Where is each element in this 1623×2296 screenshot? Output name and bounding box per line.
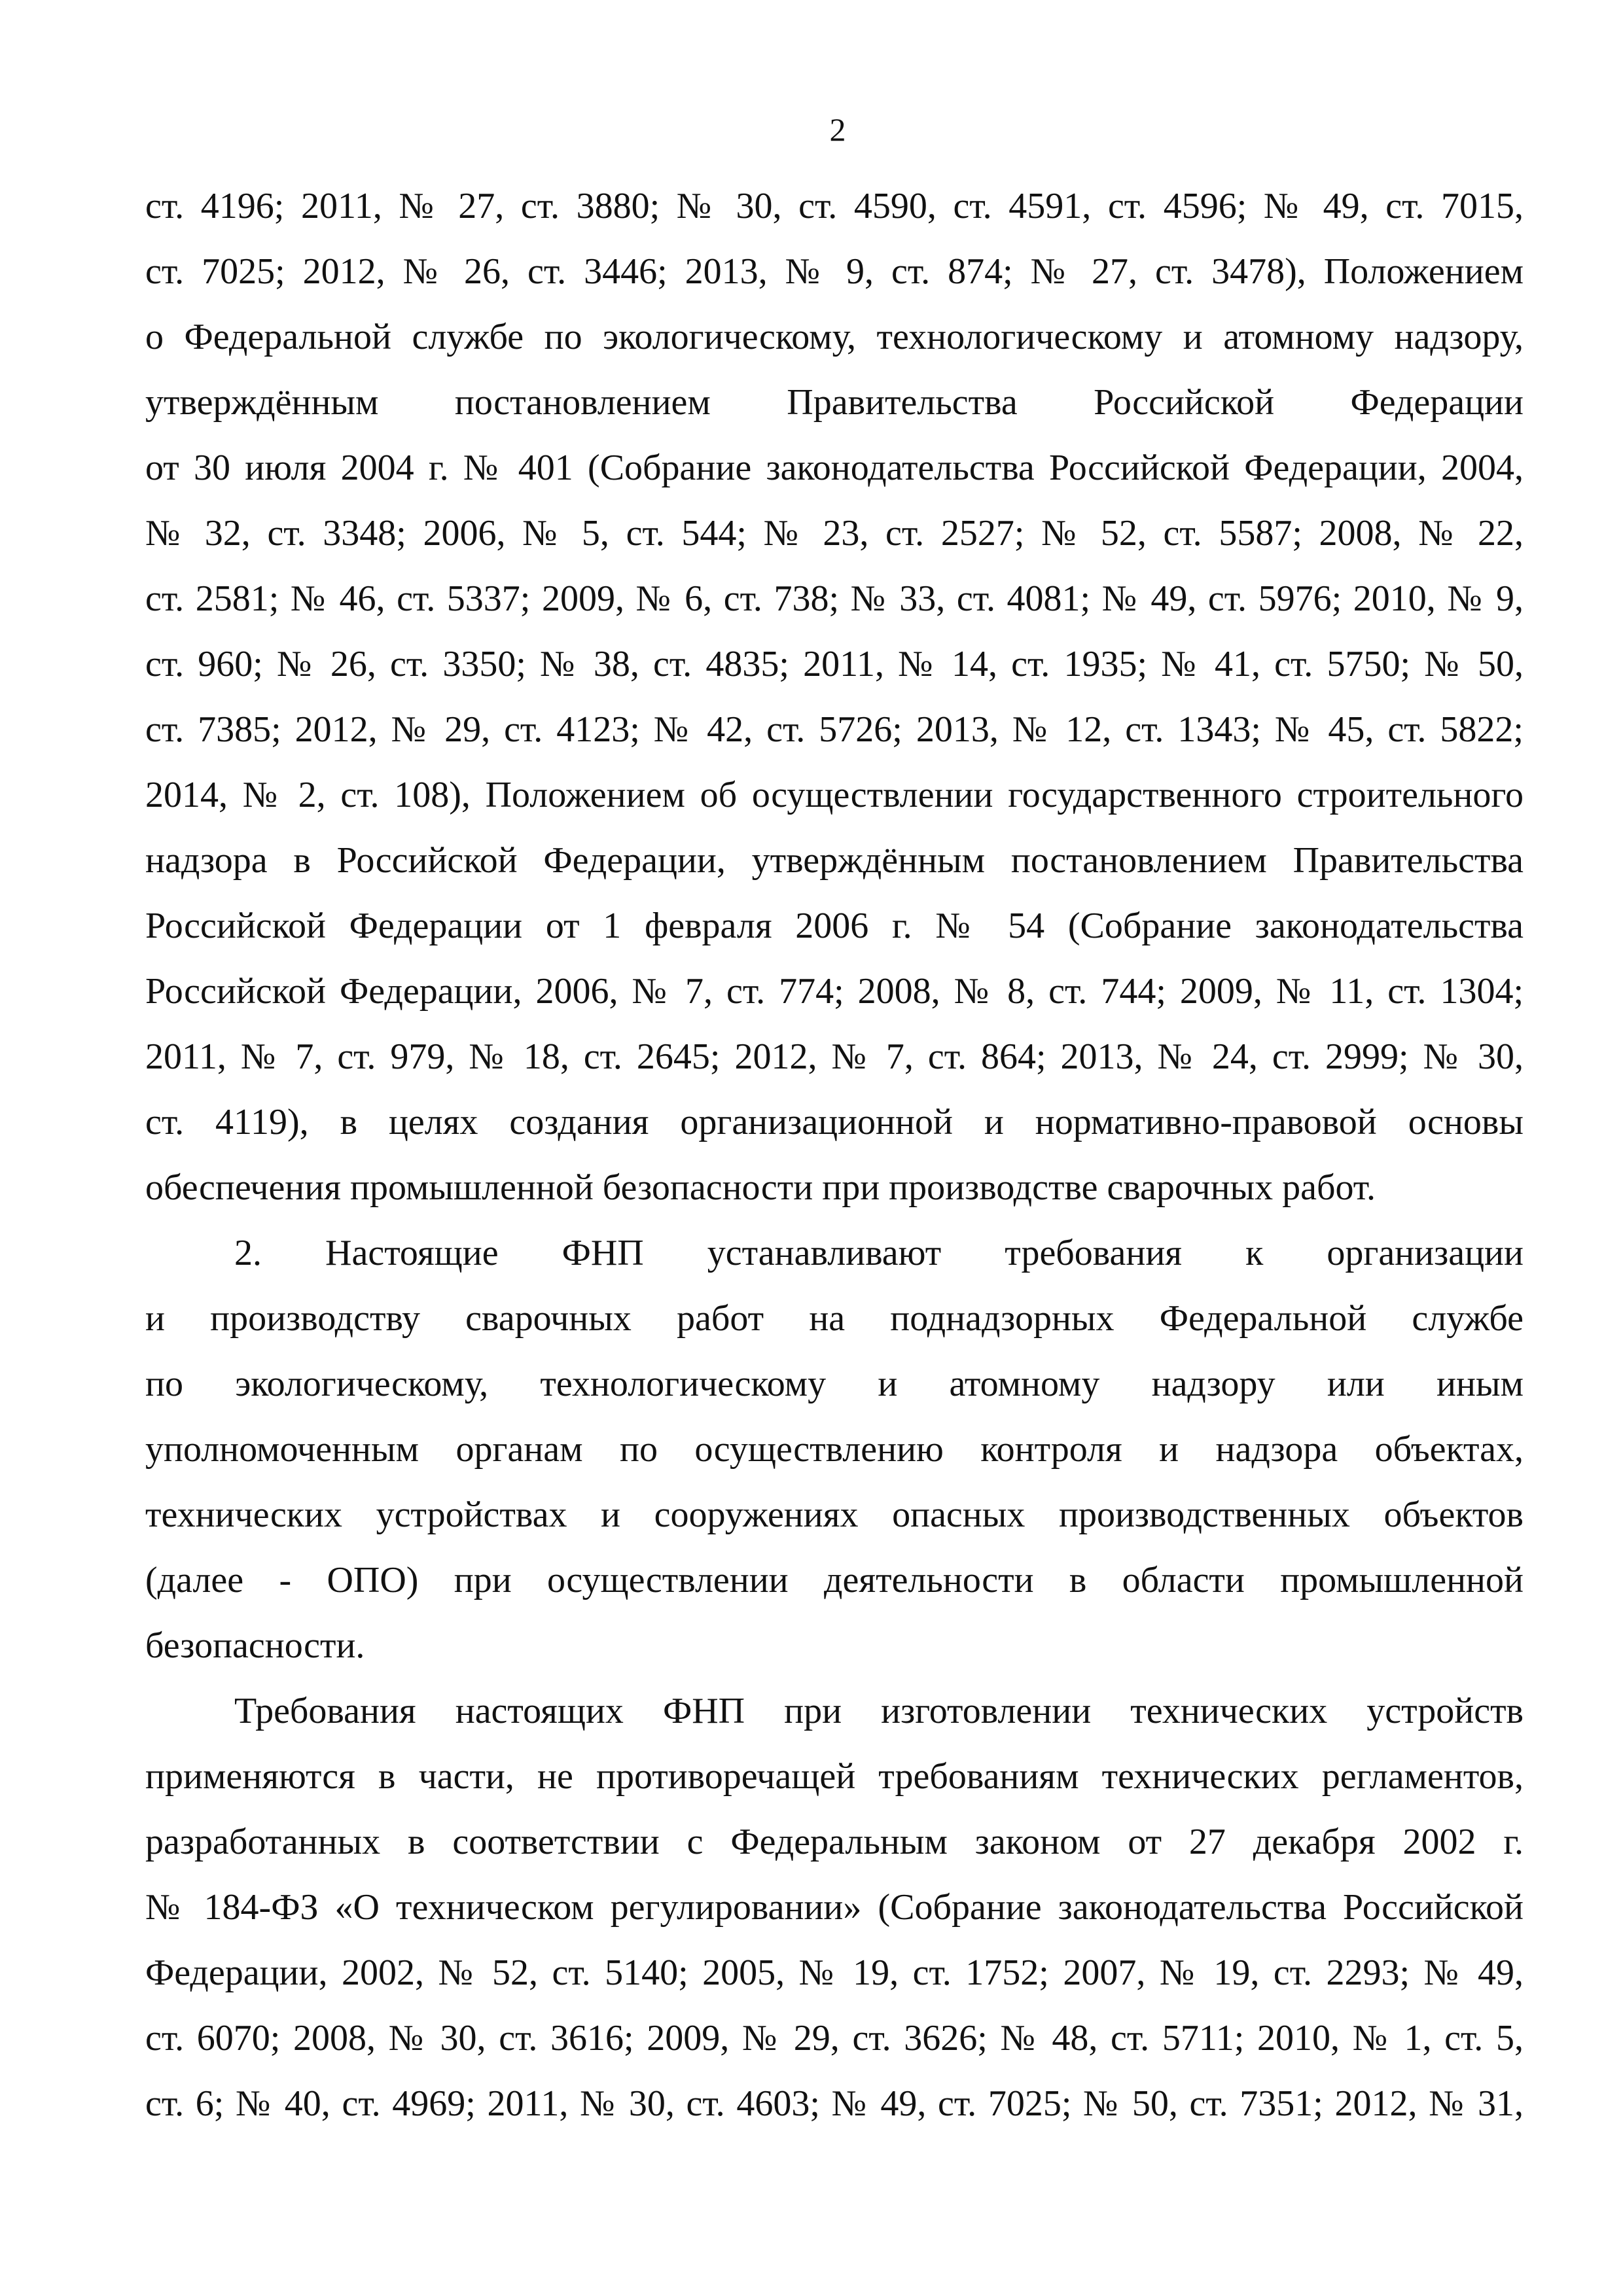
text-line: обеспечения промышленной безопасности при производстве сварочных работ. bbox=[145, 1167, 1376, 1208]
text-line: № 184-ФЗ «О техническом регулировании» (Собрание законодательства Российской bbox=[145, 1887, 1524, 1928]
text-line: 2014, № 2, ст. 108), Положением об осуществлении государственного строительного bbox=[145, 775, 1524, 815]
text-line: о Федеральной службе по экологическому, технологическому и атомному надзору, bbox=[145, 317, 1524, 357]
text-line: ст. 6070; 2008, № 30, ст. 3616; 2009, № 29, ст. 3626; № 48, ст. 5711; 2010, № 1, ст. 5, bbox=[145, 2018, 1524, 2058]
page-number: 2 bbox=[829, 111, 846, 148]
text-line: разработанных в соответствии с Федеральным законом от 27 декабря 2002 г. bbox=[145, 1822, 1524, 1862]
text-line: ст. 4196; 2011, № 27, ст. 3880; № 30, ст. 4590, ст. 4591, ст. 4596; № 49, ст. 7015, bbox=[145, 186, 1524, 226]
text-line: уполномоченным органам по осуществлению контроля и надзора объектах, bbox=[145, 1429, 1524, 1470]
text-line: Федерации, 2002, № 52, ст. 5140; 2005, № 19, ст. 1752; 2007, № 19, ст. 2293; № 49, bbox=[145, 1952, 1524, 1993]
text-line: безопасности. bbox=[145, 1625, 365, 1666]
text-line: надзора в Российской Федерации, утверждённым постановлением Правительства bbox=[145, 840, 1524, 881]
text-line: 2011, № 7, ст. 979, № 18, ст. 2645; 2012, № 7, ст. 864; 2013, № 24, ст. 2999; № 30, bbox=[145, 1036, 1524, 1077]
text-line: (далее - ОПО) при осуществлении деятельности в области промышленной bbox=[145, 1560, 1524, 1600]
text-line: от 30 июля 2004 г. № 401 (Собрание законодательства Российской Федерации, 2004, bbox=[145, 448, 1524, 488]
text-line: Российской Федерации от 1 февраля 2006 г. № 54 (Собрание законодательства bbox=[145, 906, 1524, 946]
text-line: ст. 4119), в целях создания организационной и нормативно-правовой основы bbox=[145, 1102, 1524, 1142]
text-line: ст. 6; № 40, ст. 4969; 2011, № 30, ст. 4603; № 49, ст. 7025; № 50, ст. 7351; 2012, № 31, bbox=[145, 2083, 1524, 2124]
text-line: утверждённым постановлением Правительства Российской Федерации bbox=[145, 382, 1524, 423]
text-line: 2. Настоящие ФНП устанавливают требования к организации bbox=[234, 1233, 1524, 1273]
text-line: по экологическому, технологическому и атомному надзору или иным bbox=[145, 1364, 1524, 1404]
text-line: ст. 7025; 2012, № 26, ст. 3446; 2013, № 9, ст. 874; № 27, ст. 3478), Положением bbox=[145, 251, 1524, 292]
text-line: ст. 7385; 2012, № 29, ст. 4123; № 42, ст. 5726; 2013, № 12, ст. 1343; № 45, ст. 5822; bbox=[145, 709, 1524, 750]
text-line: № 32, ст. 3348; 2006, № 5, ст. 544; № 23, ст. 2527; № 52, ст. 5587; 2008, № 22, bbox=[145, 513, 1524, 554]
text-line: ст. 960; № 26, ст. 3350; № 38, ст. 4835; 2011, № 14, ст. 1935; № 41, ст. 5750; № 50, bbox=[145, 644, 1524, 684]
text-line: Требования настоящих ФНП при изготовлении технических устройств bbox=[234, 1691, 1524, 1731]
text-line: применяются в части, не противоречащей требованиям технических регламентов, bbox=[145, 1756, 1524, 1797]
text-line: ст. 2581; № 46, ст. 5337; 2009, № 6, ст. 738; № 33, ст. 4081; № 49, ст. 5976; 2010, № 9, bbox=[145, 578, 1524, 619]
text-line: технических устройствах и сооружениях опасных производственных объектов bbox=[145, 1494, 1524, 1535]
text-line: Российской Федерации, 2006, № 7, ст. 774; 2008, № 8, ст. 744; 2009, № 11, ст. 1304; bbox=[145, 971, 1524, 1012]
text-line: и производству сварочных работ на поднадзорных Федеральной службе bbox=[145, 1298, 1524, 1339]
